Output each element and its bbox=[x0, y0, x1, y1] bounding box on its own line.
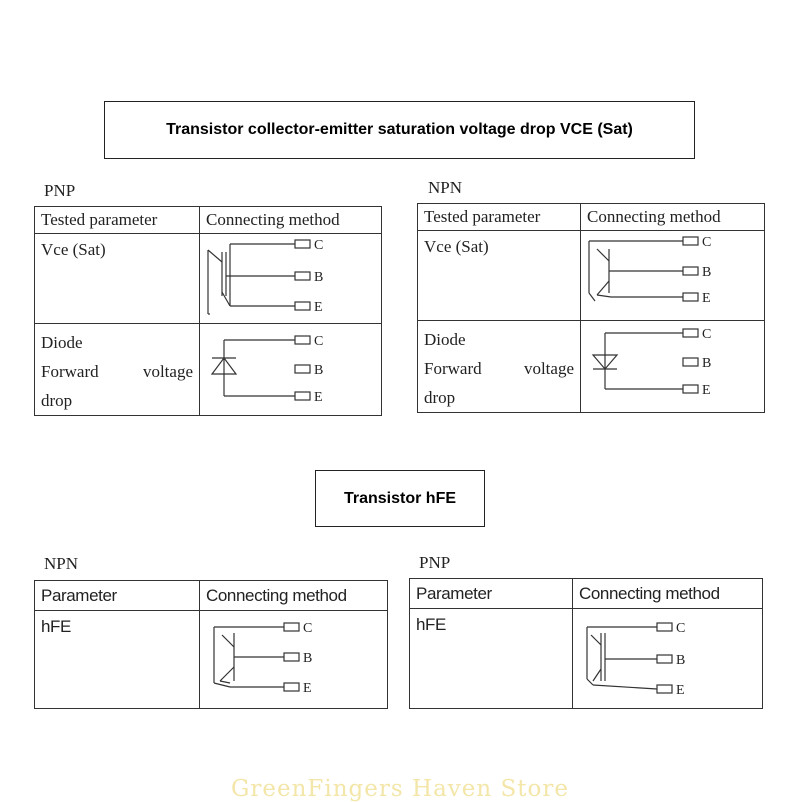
svg-text:E: E bbox=[702, 291, 711, 306]
col-header-parameter: Parameter bbox=[410, 579, 573, 609]
row-label-hfe: hFE bbox=[410, 609, 573, 709]
npn-hfe-caption: NPN bbox=[44, 554, 79, 573]
row-label-diode: Diode Forward voltage drop bbox=[418, 321, 581, 413]
svg-text:B: B bbox=[702, 265, 712, 280]
hfe-section-title: Transistor hFE bbox=[315, 470, 485, 527]
npn-transistor-wiring-diagram bbox=[200, 611, 386, 703]
store-watermark: GreenFingers Haven Store bbox=[231, 776, 569, 802]
terminal-b: B bbox=[314, 270, 324, 285]
svg-text:E: E bbox=[314, 390, 323, 405]
svg-text:C: C bbox=[676, 621, 685, 636]
pnp-vce-wiring bbox=[200, 234, 382, 324]
terminal-c: C bbox=[314, 238, 324, 253]
npn-vce-table bbox=[417, 203, 765, 413]
col-header-method: Connecting method bbox=[200, 207, 382, 234]
col-header-parameter: Tested parameter bbox=[418, 204, 581, 231]
svg-text:C: C bbox=[303, 621, 312, 636]
npn-transistor-wiring-diagram bbox=[581, 231, 761, 315]
npn-vce-wiring bbox=[581, 231, 765, 321]
svg-text:C: C bbox=[314, 334, 324, 349]
diode-wiring-diagram bbox=[581, 321, 761, 405]
svg-text:B: B bbox=[702, 356, 712, 371]
vce-section-title: Transistor collector-emitter saturation voltage drop VCE (Sat) bbox=[104, 101, 695, 159]
col-header-parameter: Tested parameter bbox=[35, 207, 200, 234]
svg-text:B: B bbox=[676, 653, 685, 668]
npn-diode-wiring bbox=[581, 321, 765, 413]
svg-text:C: C bbox=[702, 327, 712, 342]
diode-wiring-diagram bbox=[200, 324, 380, 408]
row-label-vce: Vce (Sat) bbox=[418, 231, 581, 321]
svg-text:E: E bbox=[702, 383, 711, 398]
terminal-e: E bbox=[314, 300, 323, 315]
row-label-diode: Diode Forward voltage drop bbox=[35, 324, 200, 416]
col-header-parameter: Parameter bbox=[35, 581, 200, 611]
npn-vce-caption: NPN bbox=[428, 178, 463, 197]
row-label-hfe: hFE bbox=[35, 611, 200, 709]
pnp-diode-wiring bbox=[200, 324, 382, 416]
pnp-transistor-wiring-diagram bbox=[573, 609, 761, 703]
col-header-method: Connecting method bbox=[573, 579, 763, 609]
col-header-method: Connecting method bbox=[200, 581, 388, 611]
svg-text:B: B bbox=[303, 651, 312, 666]
svg-text:B: B bbox=[314, 363, 324, 378]
npn-hfe-wiring bbox=[200, 611, 388, 709]
pnp-transistor-wiring-diagram bbox=[200, 234, 380, 318]
pnp-vce-caption: PNP bbox=[44, 181, 76, 200]
svg-text:C: C bbox=[702, 235, 712, 250]
pnp-hfe-wiring bbox=[573, 609, 763, 709]
svg-text:E: E bbox=[303, 681, 312, 696]
pnp-hfe-caption: PNP bbox=[419, 553, 451, 572]
pnp-vce-table bbox=[34, 206, 382, 416]
row-label-vce: Vce (Sat) bbox=[35, 234, 200, 324]
svg-text:E: E bbox=[676, 683, 685, 698]
pnp-hfe-table bbox=[409, 578, 763, 709]
col-header-method: Connecting method bbox=[581, 204, 765, 231]
npn-hfe-table bbox=[34, 580, 388, 709]
